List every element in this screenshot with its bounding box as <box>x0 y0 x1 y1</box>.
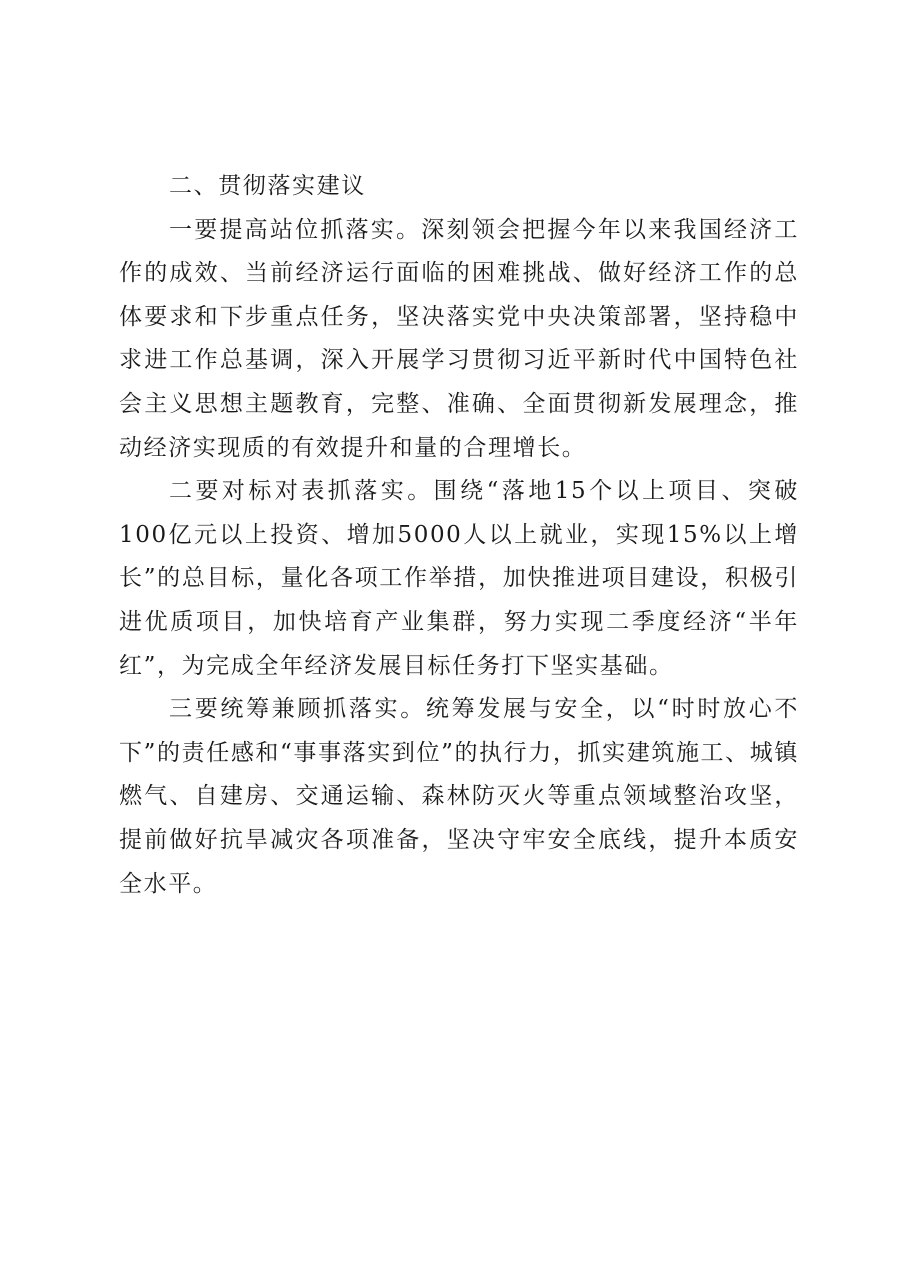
section-heading: 二、贯彻落实建议 <box>169 173 366 199</box>
paragraph-3: 三要统筹兼顾抓落实。统筹发展与安全，以“时时放心不下”的责任感和“事事落实到位”的执行力，抓实建筑施工、城镇燃气、自建房、交通运输、森林防灭火等重点领域整治攻坚，提前做好抗旱减灾各项准备，坚决守牢安全底线，提升本质安全水平。 <box>119 696 799 897</box>
paragraph-2: 二要对标对表抓落实。围绕“落地15个以上项目、突破100亿元以上投资、增加5000人以上就业，实现15%以上增长”的总目标，量化各项工作举措，加快推进项目建设，积极引进优质项目，加快培育产业集群，努力实现二季度经济“半年红”，为完成全年经济发展目标任务打下坚实基础。 <box>119 478 799 679</box>
paragraph-1: 一要提高站位抓落实。深刻领会把握今年以来我国经济工作的成效、当前经济运行面临的困难挑战、做好经济工作的总体要求和下步重点任务，坚决落实党中央决策部署，坚持稳中求进工作总基调，深入开展学习贯彻习近平新时代中国特色社会主义思想主题教育，完整、准确、全面贯彻新发展理念，推动经济实现质的有效提升和量的合理增长。 <box>119 216 799 461</box>
document-body <box>119 165 799 906</box>
